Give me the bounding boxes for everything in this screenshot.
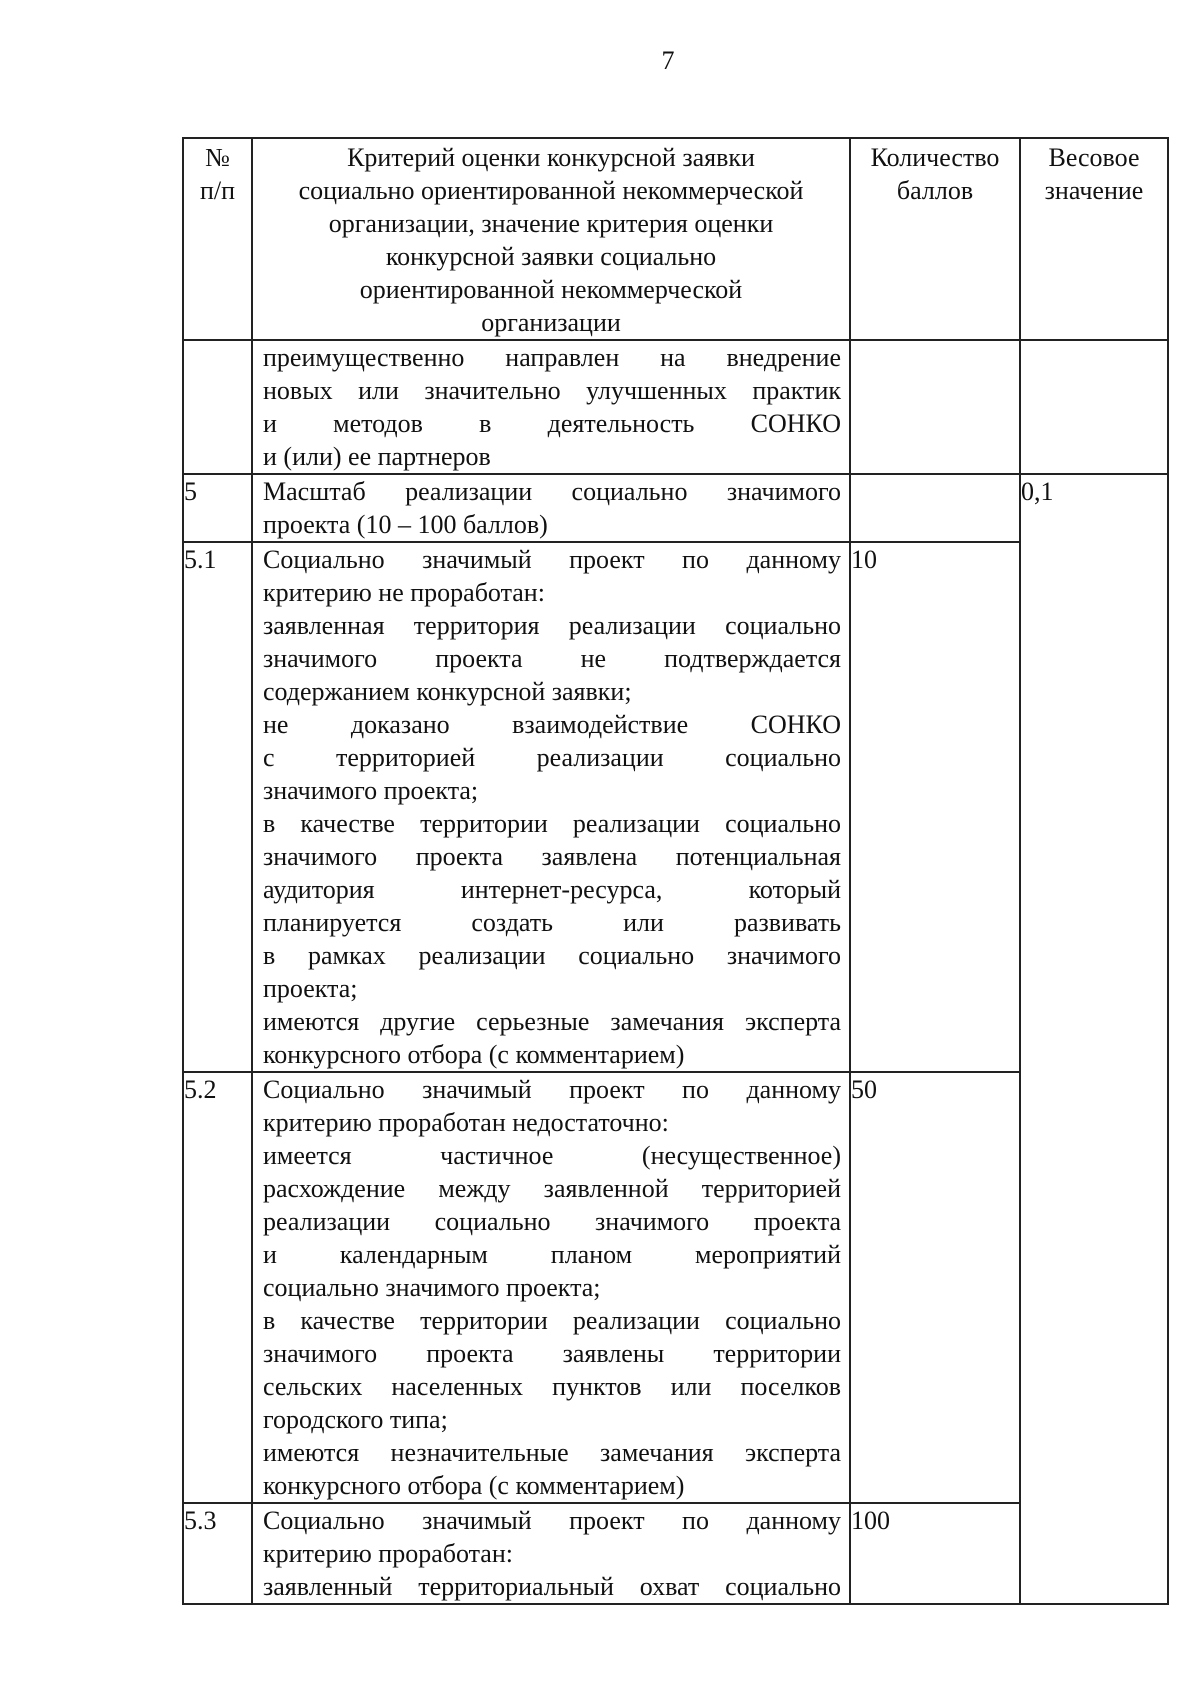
row-number: 5.1 — [183, 542, 252, 1072]
points-value — [850, 340, 1020, 474]
points-value: 100 — [850, 1503, 1020, 1604]
row-number — [183, 340, 252, 474]
page-number: 7 — [661, 46, 675, 75]
row-number: 5.3 — [183, 1503, 252, 1604]
weight-value: 0,1 — [1020, 474, 1168, 1604]
weight-value — [1020, 340, 1168, 474]
table-header-row — [183, 138, 1168, 340]
criterion-text: Масштаб реализации социально значимого проекта (10 – 100 баллов) — [252, 474, 850, 542]
table-row — [183, 340, 1168, 474]
points-value — [850, 474, 1020, 542]
criterion-text: преимущественно направлен на внедрение новых или значительно улучшенных практик и методов в деятельность СОНКО и (или) ее партнеров — [252, 340, 850, 474]
criteria-table — [182, 137, 1169, 1605]
header-criterion: Критерий оценки конкурсной заявки социально ориентированной некоммерческой организации, значение критерия оценки конкурсной заявки социально ориентированной некоммерческой организации — [252, 138, 850, 340]
table-row — [183, 474, 1168, 542]
header-weight: Весовое значение — [1020, 138, 1168, 340]
header-num: № п/п — [183, 138, 252, 340]
criterion-text: Социально значимый проект по данному критерию проработан: заявленный территориальный охват социально — [252, 1503, 850, 1604]
row-number: 5 — [183, 474, 252, 542]
row-number: 5.2 — [183, 1072, 252, 1503]
points-value: 50 — [850, 1072, 1020, 1503]
points-value: 10 — [850, 542, 1020, 1072]
criterion-text: Социально значимый проект по данному критерию не проработан: заявленная территория реализации социально значимого проекта не подтверждается содержанием конкурсной заявки; не доказано взаимодействие СОНКО с территорией реализации социально значимого проекта; в качестве территории реализации социально значимого проекта заявлена потенциальная аудитория интернет-ресурса, который планируется создать или развивать в рамках реализации социально значимого проекта; имеются другие серьезные замечания эксперта конкурсного отбора (с комментарием) — [252, 542, 850, 1072]
criterion-text: Социально значимый проект по данному критерию проработан недостаточно: имеется частичное (несущественное) расхождение между заявленной территорией реализации социально значимого проекта и календарным планом мероприятий социально значимого проекта; в качестве территории реализации социально значимого проекта заявлены территории сельских населенных пунктов или поселков городского типа; имеются незначительные замечания эксперта конкурсного отбора (с комментарием) — [252, 1072, 850, 1503]
header-points: Количество баллов — [850, 138, 1020, 340]
